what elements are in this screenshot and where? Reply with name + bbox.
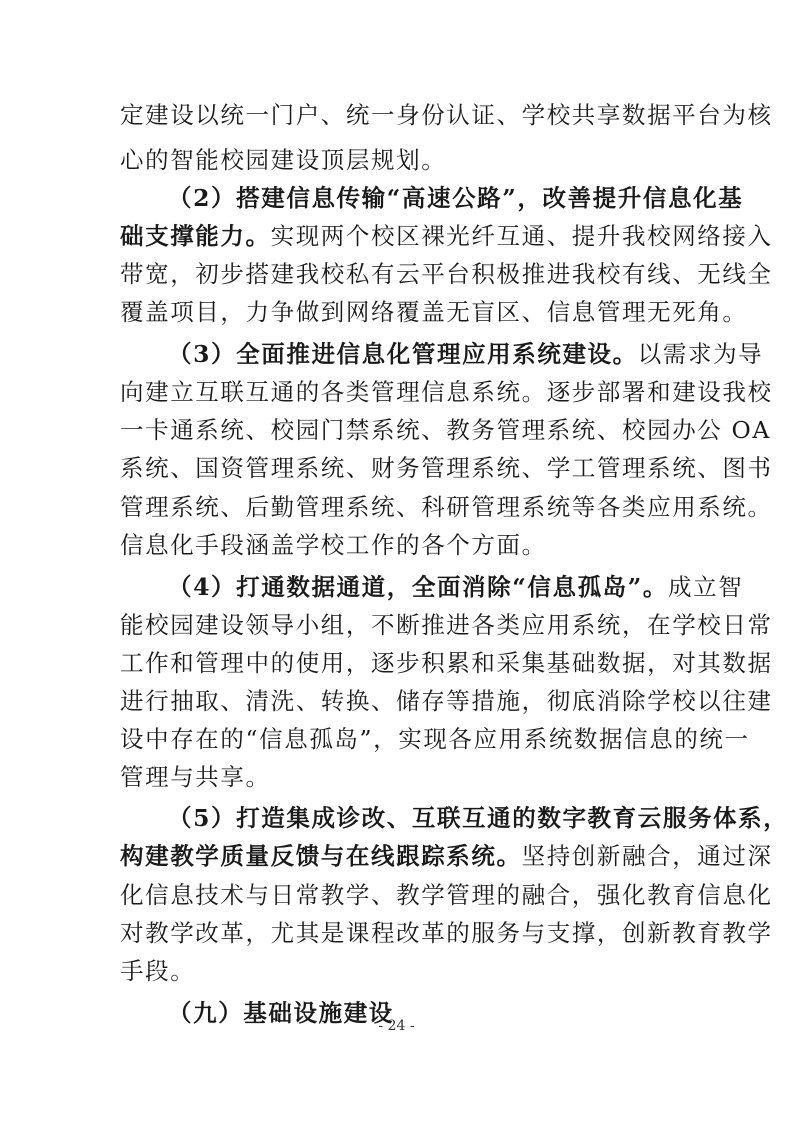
text-line [120,221,773,251]
text-line [168,803,788,833]
text-line [120,724,750,754]
text-run: 带宽，初步搭建我校私有云平台积极推进我校有线、无线全 [120,260,773,288]
text-line [120,918,773,948]
bold-text-run: （4）打通数据通道，全面消除“信息孤岛”。 [168,573,668,601]
text-line [120,956,195,986]
bold-text-run: （2）搭建信息传输“高速公路”，改善提升信息化基 [168,184,744,212]
text-run: 实现两个校区裸光纤互通、提升我校网络接入 [270,222,773,250]
text-line [120,841,773,871]
text-run: 信息化手段涵盖学校工作的各个方面。 [120,531,547,559]
text-line [120,762,271,792]
text-run: 进行抽取、清洗、转换、储存等措施，彻底消除学校以往建 [120,687,773,715]
text-line [120,610,773,640]
text-line [168,339,763,369]
text-run: 坚持创新融合，通过深 [521,842,773,870]
text-run: 工作和管理中的使用，逐步积累和采集基础数据，对其数据 [120,649,773,677]
text-run: 手段。 [120,957,196,985]
text-line [120,100,773,130]
text-run: 以需求为导 [637,340,764,368]
text-run: 覆盖项目，力争做到网络覆盖无盲区、信息管理无死角。 [120,298,748,326]
text-line [168,183,743,213]
text-run: 化信息技术与日常教学、教学管理的融合，强化教育信息化 [120,881,773,909]
text-line [120,259,773,289]
bold-text-run: （5）打造集成诊改、互联互通的数字教育云服务体系， [168,804,789,832]
text-run: 一卡通系统、校园门禁系统、教务管理系统、校园办公 OA [120,416,771,444]
text-run: 心的智能校园建设顶层规划。 [120,146,447,174]
text-line [168,572,743,602]
text-run: 成立智 [668,573,744,601]
text-run: 管理与共享。 [120,763,271,791]
text-line [120,648,773,678]
text-line [120,453,773,483]
text-run: 能校园建设领导小组，不断推进各类应用系统，在学校日常 [120,611,773,639]
text-line [120,377,773,407]
bold-text-run: （3）全面推进信息化管理应用系统建设。 [168,340,638,368]
text-run: 设中存在的“信息孤岛”，实现各应用系统数据信息的统一 [120,725,750,753]
text-run: 对教学改革，尤其是课程改革的服务与支撑，创新教育教学 [120,919,773,947]
text-run: 定建设以统一门户、统一身份认证、学校共享数据平台为核 [120,101,773,129]
text-line [120,530,547,560]
bold-text-run: 础支撑能力。 [120,222,271,250]
page-number: - 24 - [378,1018,415,1034]
text-line [120,880,773,910]
text-line [120,297,748,327]
text-line [120,145,446,175]
text-line [120,492,773,522]
text-line [120,415,771,445]
text-run: 向建立互联互通的各类管理信息系统。逐步部署和建设我校 [120,378,773,406]
text-run: 管理系统、后勤管理系统、科研管理系统等各类应用系统。 [120,493,773,521]
bold-text-run: （九）基础设施建设 [168,999,394,1027]
bold-text-run: 构建教学质量反馈与在线跟踪系统。 [120,842,522,870]
text-run: 系统、国资管理系统、财务管理系统、学工管理系统、图书 [120,454,773,482]
text-line [120,686,773,716]
